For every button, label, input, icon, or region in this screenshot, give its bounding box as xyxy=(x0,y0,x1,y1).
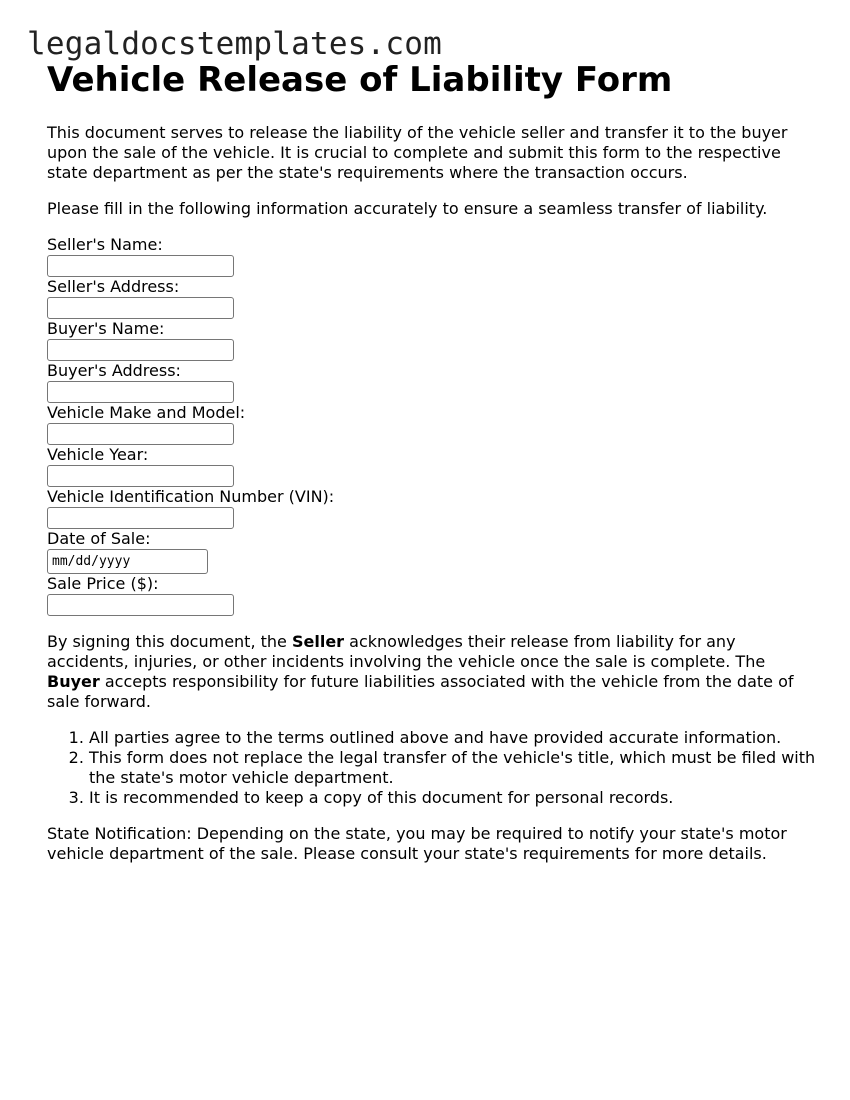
buyer-name-label: Buyer's Name: xyxy=(47,319,165,338)
seller-name-group xyxy=(47,235,817,277)
form-fields xyxy=(47,235,817,616)
terms-item: 1. All parties agree to the terms outlined above and have provided accurate information. xyxy=(89,728,817,748)
sale-price-group xyxy=(47,574,817,616)
closing-text-2: acknowledges their release from liability for any accidents, injuries, or other incidents involving the vehicle once the sale is complete. The xyxy=(47,632,766,671)
sale-date-input[interactable] xyxy=(47,549,208,574)
form-page xyxy=(47,60,817,864)
buyer-emphasis: Buyer xyxy=(47,672,100,691)
state-notification-paragraph: State Notification: Depending on the state, you may be required to notify your state's motor vehicle department of the sale. Please consult your state's requirements for more details. xyxy=(47,824,787,863)
seller-address-label: Seller's Address: xyxy=(47,277,180,296)
make-model-input[interactable] xyxy=(47,423,234,445)
vehicle-year-group xyxy=(47,445,817,487)
vin-group xyxy=(47,487,817,529)
make-model-label: Vehicle Make and Model: xyxy=(47,403,246,422)
terms-item: 3. It is recommended to keep a copy of this document for personal records. xyxy=(89,788,817,808)
vin-label: Vehicle Identification Number (VIN): xyxy=(47,487,335,506)
closing-text-3: accepts responsibility for future liabilities associated with the vehicle from the date of sale forward. xyxy=(47,672,794,711)
buyer-name-group xyxy=(47,319,817,361)
sale-date-group xyxy=(47,529,817,574)
terms-list xyxy=(47,728,817,808)
sale-date-label: Date of Sale: xyxy=(47,529,151,548)
terms-item: 2. This form does not replace the legal transfer of the vehicle's title, which must be filed with the state's motor vehicle department. xyxy=(89,748,817,788)
vehicle-year-input[interactable] xyxy=(47,465,234,487)
seller-emphasis: Seller xyxy=(291,632,345,651)
instructions-paragraph: Please fill in the following information accurately to ensure a seamless transfer of liability. xyxy=(47,199,768,218)
buyer-address-input[interactable] xyxy=(47,381,234,403)
watermark-text: legaldocstemplates.com xyxy=(27,26,442,62)
sale-price-label: Sale Price ($): xyxy=(47,574,159,593)
vin-input[interactable] xyxy=(47,507,234,529)
seller-name-input[interactable] xyxy=(47,255,234,277)
closing-text-1: By signing this document, the xyxy=(47,632,292,651)
sale-date-placeholder: mm/dd/yyyy xyxy=(52,554,131,569)
buyer-address-group xyxy=(47,361,817,403)
seller-address-input[interactable] xyxy=(47,297,234,319)
seller-address-group xyxy=(47,277,817,319)
seller-name-label: Seller's Name: xyxy=(47,235,163,254)
sale-price-input[interactable] xyxy=(47,594,234,616)
closing-paragraph xyxy=(47,632,817,712)
page-title: Vehicle Release of Liability Form xyxy=(47,60,673,100)
vehicle-year-label: Vehicle Year: xyxy=(47,445,149,464)
intro-paragraph: This document serves to release the liability of the vehicle seller and transfer it to the buyer upon the sale of the vehicle. It is crucial to complete and submit this form to the respective state department as per the state's requirements where the transaction occurs. xyxy=(47,123,788,182)
make-model-group xyxy=(47,403,817,445)
buyer-name-input[interactable] xyxy=(47,339,234,361)
buyer-address-label: Buyer's Address: xyxy=(47,361,181,380)
